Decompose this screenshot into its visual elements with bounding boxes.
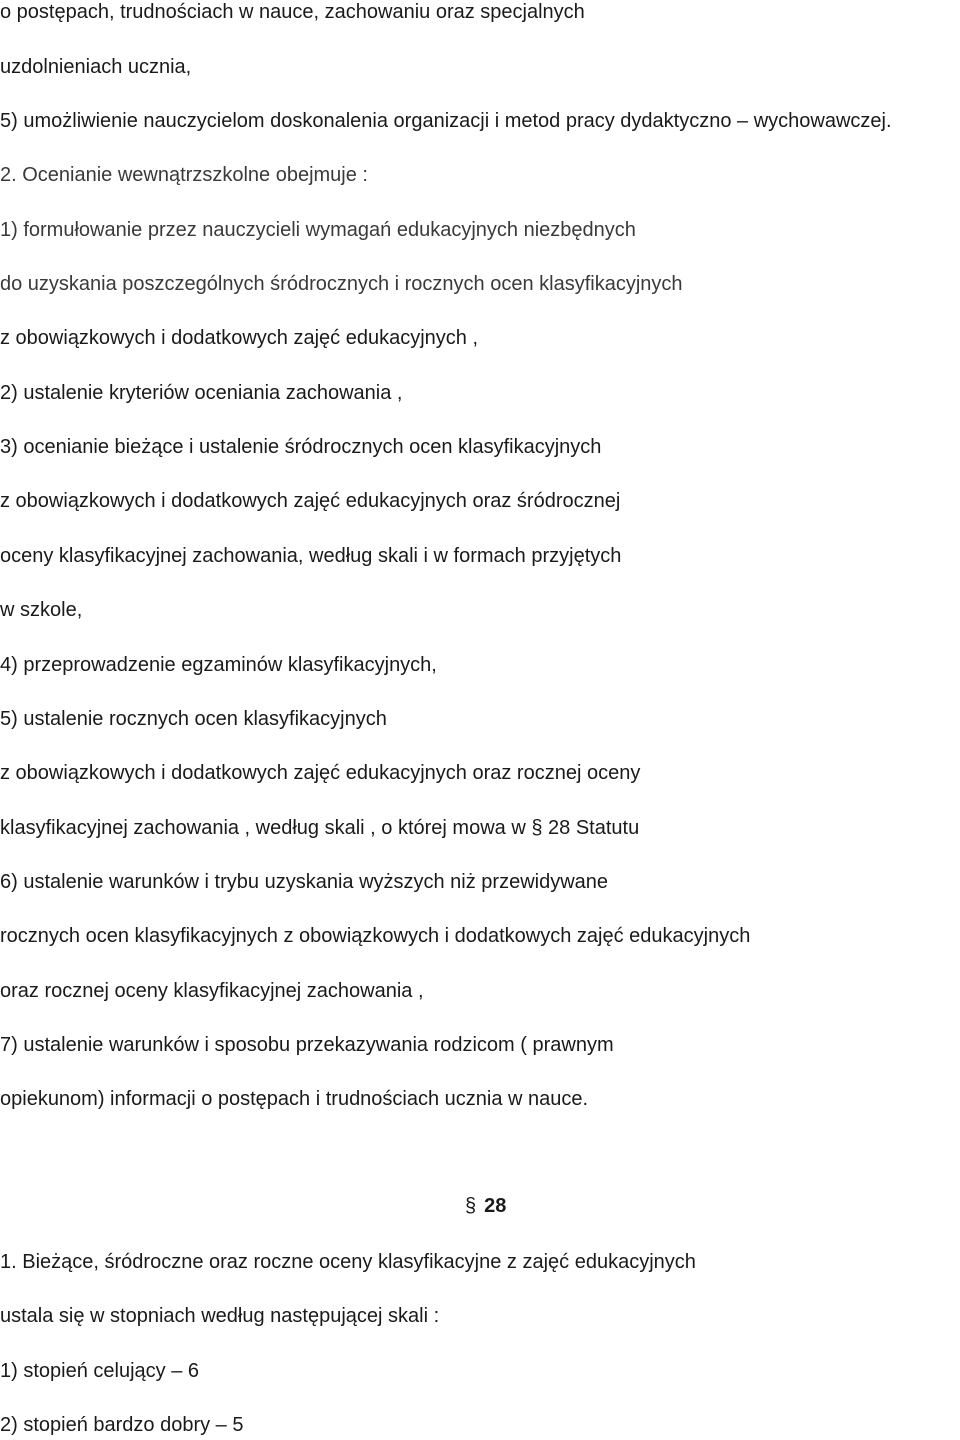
text-line: 3) ocenianie bieżące i ustalenie śródrocznych ocen klasyfikacyjnych: [0, 436, 602, 458]
text-line: o postępach, trudnościach w nauce, zachowaniu oraz specjalnych: [0, 1, 585, 23]
text-line: 1. Bieżące, śródroczne oraz roczne oceny klasyfikacyjne z zajęć edukacyjnych: [0, 1251, 696, 1273]
text-line: z obowiązkowych i dodatkowych zajęć edukacyjnych oraz rocznej oceny: [0, 762, 641, 784]
text-line: 6) ustalenie warunków i trybu uzyskania wyższych niż przewidywane: [0, 871, 609, 893]
text-line: 4) przeprowadzenie egzaminów klasyfikacyjnych,: [0, 654, 437, 676]
text-line: z obowiązkowych i dodatkowych zajęć edukacyjnych oraz śródrocznej: [0, 490, 621, 512]
text-line: oraz rocznej oceny klasyfikacyjnej zachowania ,: [0, 980, 424, 1002]
text-line: do uzyskania poszczególnych śródrocznych i rocznych ocen klasyfikacyjnych: [0, 273, 683, 295]
text-line: 1) formułowanie przez nauczycieli wymagań edukacyjnych niezbędnych: [0, 219, 636, 241]
text-line: 2) stopień bardzo dobry – 5: [0, 1414, 244, 1436]
text-line: rocznych ocen klasyfikacyjnych z obowiązkowych i dodatkowych zajęć edukacyjnych: [0, 925, 751, 947]
text-line: 2. Ocenianie wewnątrzszkolne obejmuje :: [0, 164, 368, 186]
text-line: uzdolnieniach ucznia,: [0, 56, 192, 78]
text-line: 1) stopień celujący – 6: [0, 1360, 200, 1382]
text-line: w szkole,: [0, 599, 83, 621]
section-number: 28: [484, 1195, 507, 1217]
text-line: 2) ustalenie kryteriów oceniania zachowania ,: [0, 382, 403, 404]
text-line: 5) umożliwienie nauczycielom doskonalenia organizacji i metod pracy dydaktyczno – wychowawczej.: [0, 110, 892, 132]
text-line: z obowiązkowych i dodatkowych zajęć edukacyjnych ,: [0, 327, 479, 349]
text-line: 5) ustalenie rocznych ocen klasyfikacyjnych: [0, 708, 387, 730]
text-line: oceny klasyfikacyjnej zachowania, według skali i w formach przyjętych: [0, 545, 622, 567]
text-line: opiekunom) informacji o postępach i trudnościach ucznia w nauce.: [0, 1088, 589, 1110]
section-heading: [465, 1193, 506, 1219]
text-line: 7) ustalenie warunków i sposobu przekazywania rodzicom ( prawnym: [0, 1034, 614, 1056]
text-line: ustala się w stopniach według następującej skali :: [0, 1305, 440, 1327]
text-line: klasyfikacyjnej zachowania , według skali , o której mowa w § 28 Statutu: [0, 817, 640, 839]
section-sign: §: [465, 1195, 477, 1217]
